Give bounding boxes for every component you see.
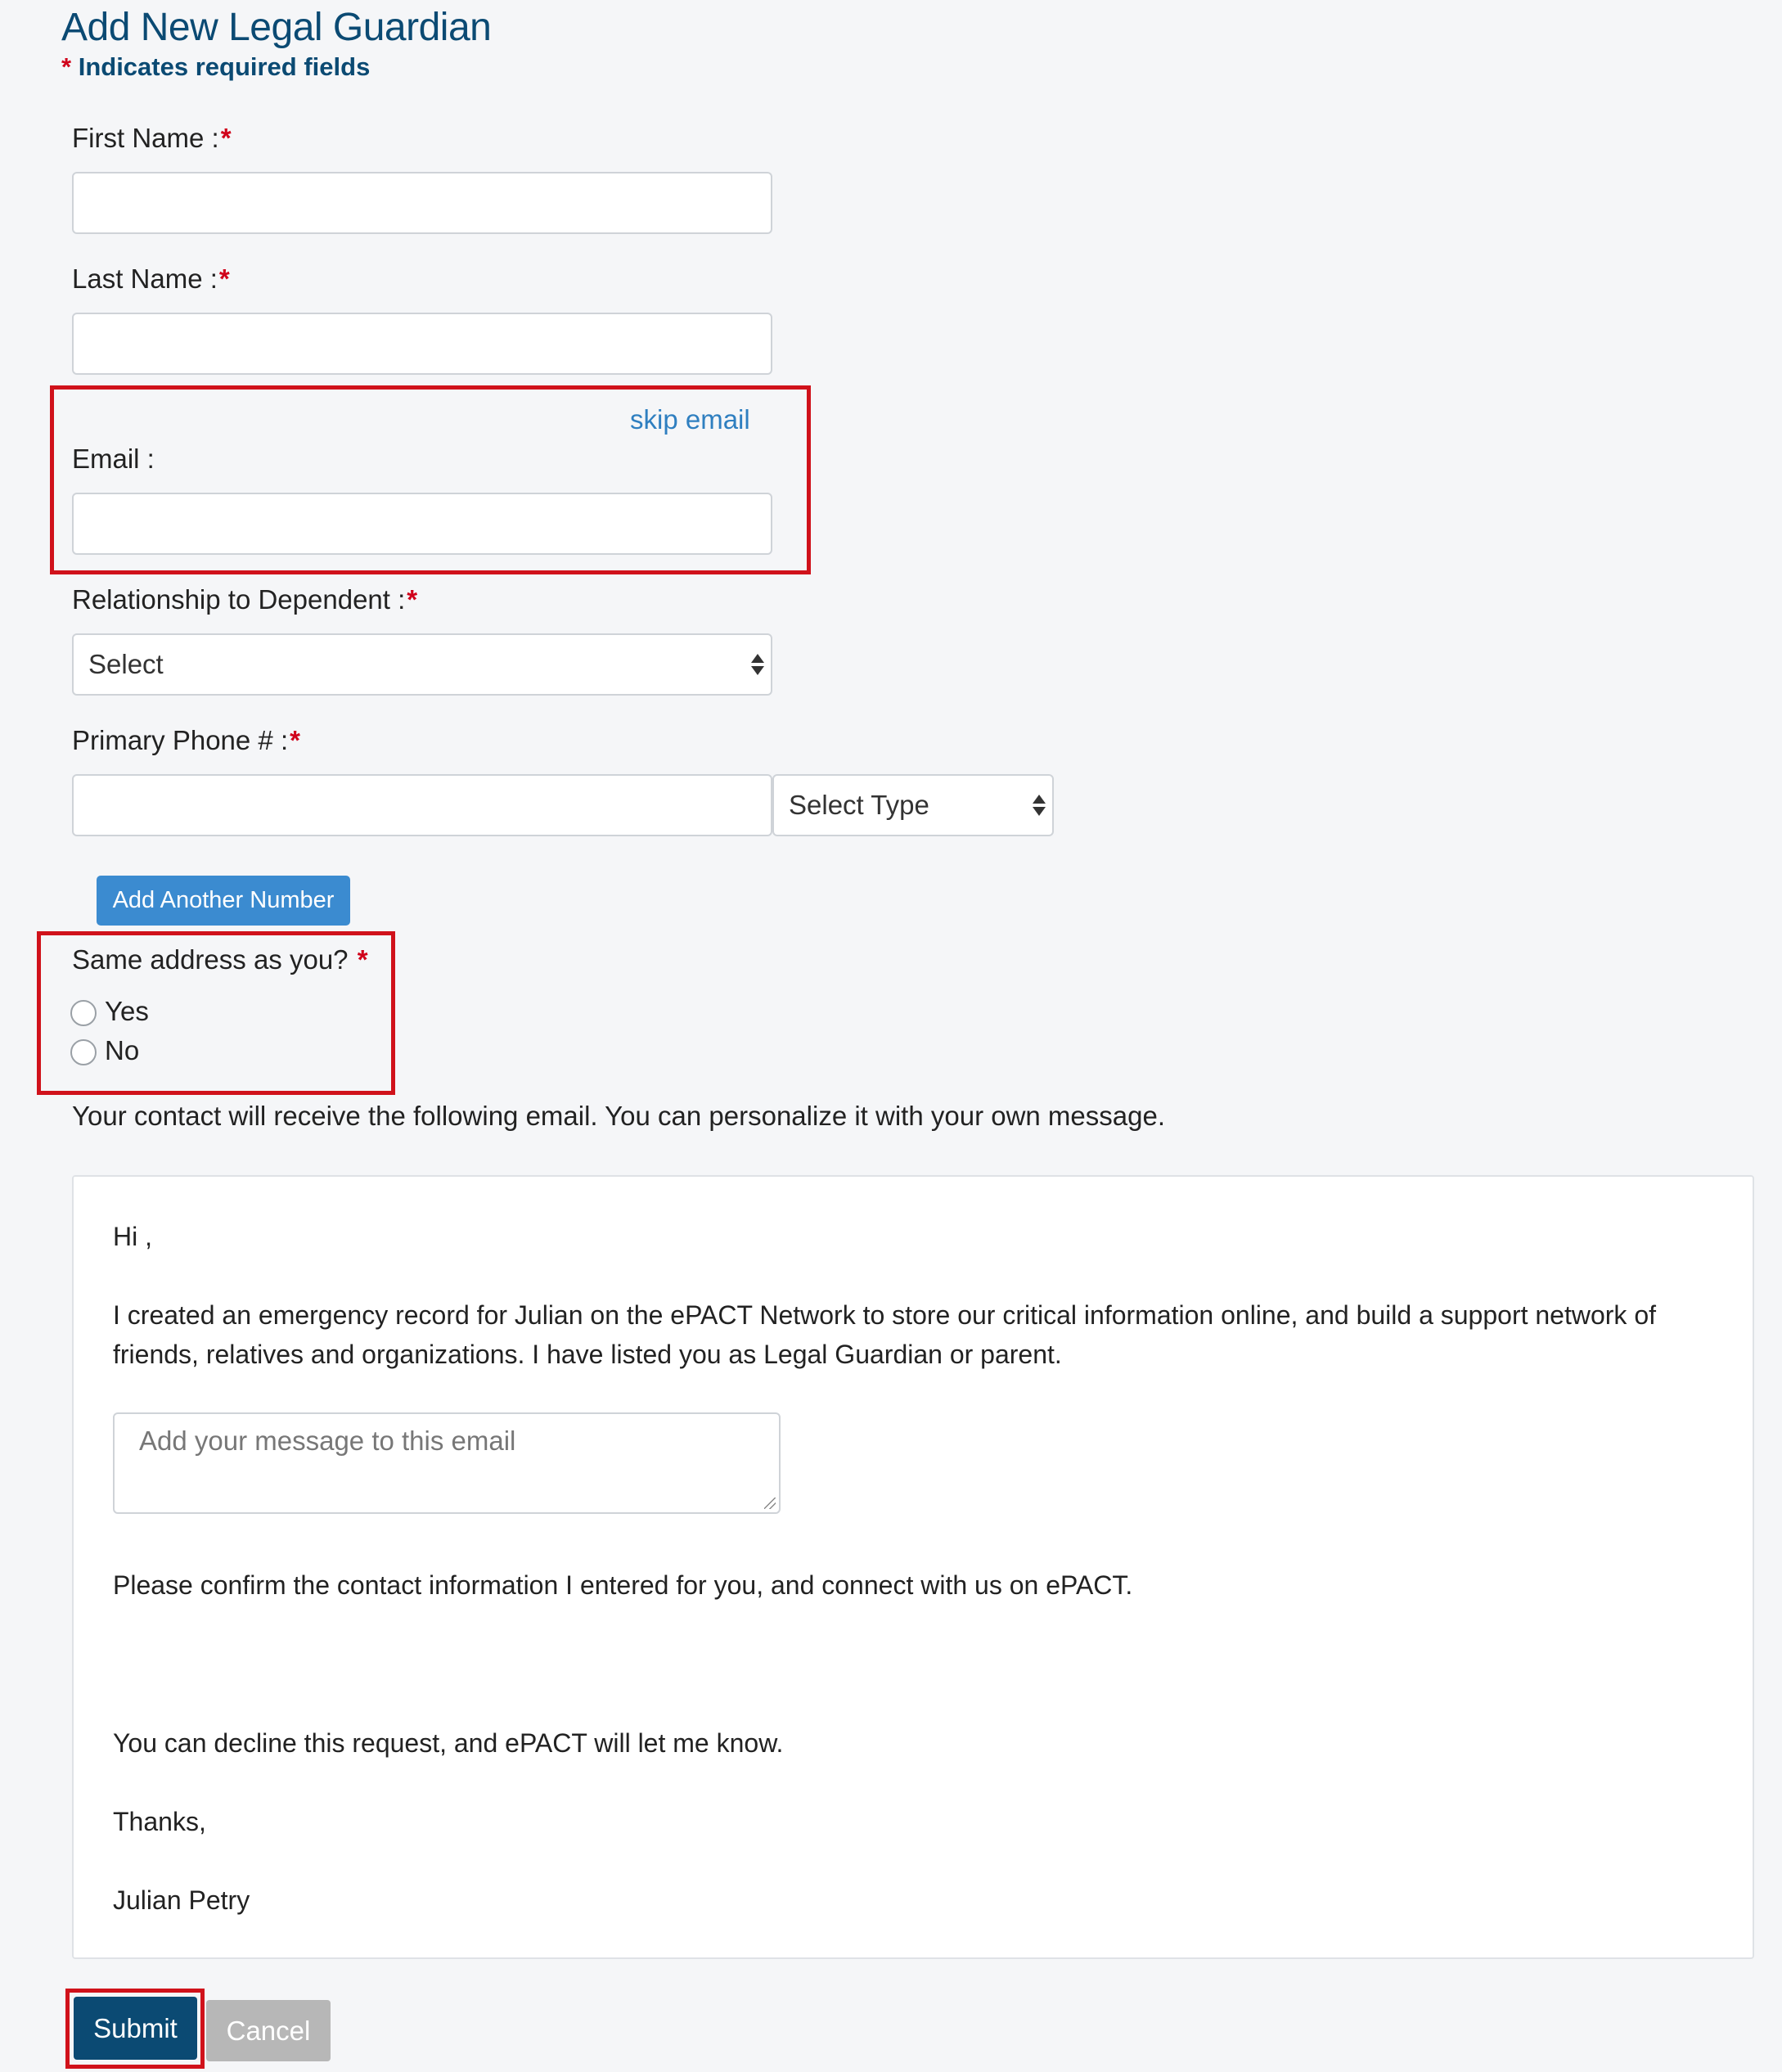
same-address-yes-label[interactable]: Yes [105,996,149,1026]
email-greeting: Hi , [113,1222,152,1251]
select-arrows-icon [751,654,764,675]
last-name-input[interactable] [72,313,772,375]
relationship-label-text: Relationship to Dependent : [72,584,406,615]
required-star: * [407,584,418,615]
email-signature: Julian Petry [113,1885,250,1915]
required-star: * [218,264,230,294]
email-paragraph-2: Please confirm the contact information I entered for you, and connect with us on ePACT. [113,1570,1133,1600]
skip-email-link[interactable]: skip email [630,404,750,435]
relationship-select[interactable] [72,633,772,696]
same-address-no-label[interactable]: No [105,1035,140,1065]
phone-label-text: Primary Phone # : [72,725,289,755]
email-paragraph-3: You can decline this request, and ePACT will let me know. [113,1728,784,1758]
cancel-button[interactable]: Cancel [206,2000,331,2061]
required-star: * [357,944,368,975]
email-signoff: Thanks, [113,1807,206,1836]
relationship-select-value: Select [88,649,164,679]
message-placeholder: Add your message to this email [139,1426,516,1456]
resize-grip-icon[interactable] [764,1498,776,1509]
phone-input[interactable] [72,774,772,836]
phone-label [72,725,300,756]
phone-type-select[interactable] [772,774,1054,836]
same-address-yes-radio[interactable] [70,1000,97,1026]
required-fields-note [61,52,370,82]
select-arrows-icon [1033,795,1046,816]
same-address-label [72,944,368,975]
required-star: * [220,123,232,153]
same-address-no-radio[interactable] [70,1039,97,1065]
submit-button[interactable]: Submit [74,1997,197,2060]
add-another-number-button[interactable]: Add Another Number [97,876,350,926]
first-name-input[interactable] [72,172,772,234]
email-input[interactable] [72,493,772,555]
last-name-label [72,264,230,295]
phone-type-value: Select Type [789,790,929,820]
same-address-label-text: Same address as you? [72,944,349,975]
page-title: Add New Legal Guardian [61,6,492,49]
email-paragraph-1: I created an emergency record for Julian on the ePACT Network to store our critical information online, and build a support network of friends, relatives and organizations. I have listed you as Legal Guardian or parent. [113,1300,1656,1369]
first-name-label-text: First Name : [72,123,219,153]
email-label: Email : [72,444,155,474]
last-name-label-text: Last Name : [72,264,218,294]
required-note-text: Indicates required fields [78,52,371,81]
required-star: * [290,725,300,755]
first-name-label [72,123,232,154]
required-star: * [61,52,72,81]
personal-message-textarea[interactable] [113,1412,781,1514]
email-preview-intro: Your contact will receive the following email. You can personalize it with your own message. [72,1101,1166,1131]
relationship-label [72,584,417,615]
